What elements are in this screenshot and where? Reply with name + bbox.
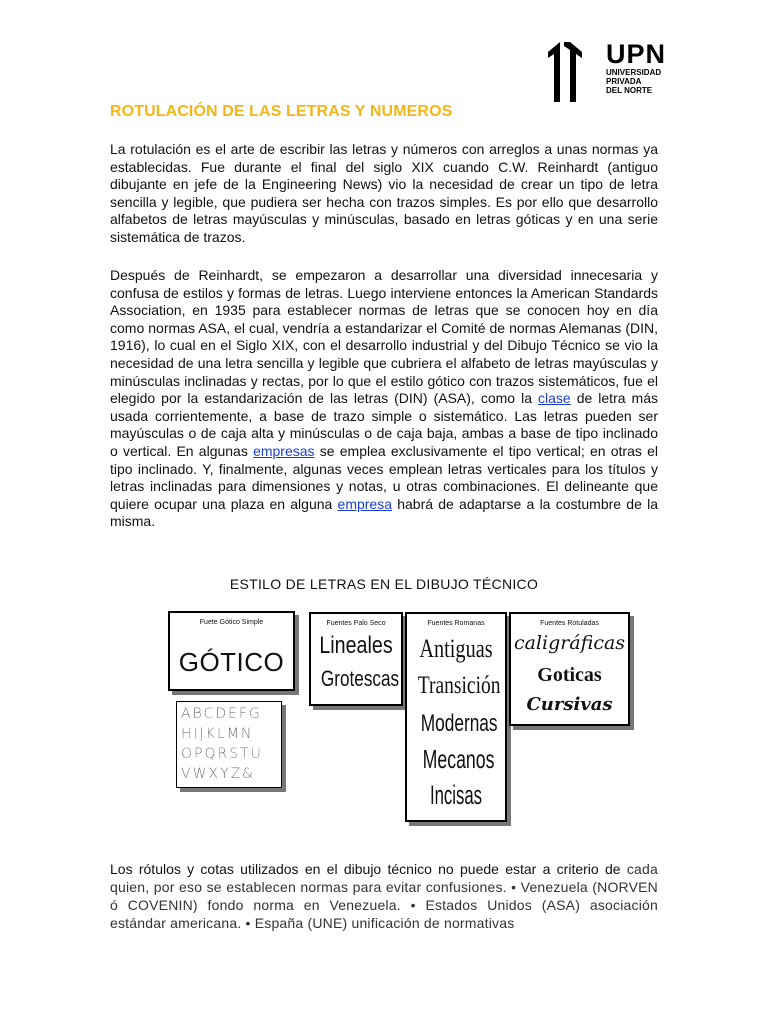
gothic-sample: GÓTICO xyxy=(178,647,285,677)
alphabet-row-1: ABCDEFG xyxy=(181,706,262,722)
paragraph-2 xyxy=(110,267,658,531)
paragraph-2-text-a: Después de Reinhardt, se empezaron a desarrollar una diversidad innecesaria y confusa de estilos y formas de letras. Luego interviene entonces la American Standards Association, en 1935 para establecer normas de letras que se conocen hoy en día como normas ASA, el cual, vendría a estandarizar el Comité de normas Alemanas (DIN, 1916), lo cual en el Siglo XIX, con el desarrollo industrial y del Dibujo Técnico se vio la necesidad de una letra sencilla y legible que cubriera el alfabeto de letras mayúsculas y minúsculas inclinadas y rectas, por lo que el estilo gótico con trazos sistemáticos, fue el elegido por la estandarización de las letras (DIN) (ASA), como la xyxy=(110,267,658,407)
paragraph-2-text-c: se emplea exclusivamente el tipo vertical; en otras el tipo inclinado. Y, finalmente, algunas veces emplean letras verticales para los títulos y letras inclinadas para dimensiones y notas, u otras combinaciones. El delineante que quiere ocupar una plaza en alguna xyxy=(110,442,658,512)
romanas-item-2: Transición xyxy=(417,672,501,699)
rotuladas-item-1: caligráficas xyxy=(513,632,626,654)
alphabet-row-3: OPQRSTU xyxy=(181,746,263,762)
palo-seco-item-1: Lineales xyxy=(319,632,393,659)
paragraph-2-text-d: habrá de adaptarse a la costumbre de la misma. xyxy=(110,495,658,530)
palo-seco-caption: Fuentes Palo Seco xyxy=(326,620,386,627)
romanas-item-5: Incisas xyxy=(429,780,483,810)
alphabet-row-2: HIJKLMN xyxy=(181,726,254,742)
link-empresas[interactable]: empresas xyxy=(253,442,315,459)
paragraph-3-text-a: Los rótulos y cotas utilizados en el dibujo técnico no puede estar a criterio de xyxy=(110,861,627,877)
romanas-caption: Fuentes Romanas xyxy=(427,620,485,627)
rotuladas-font-box xyxy=(509,612,630,726)
gothic-font-box xyxy=(168,611,295,691)
logo-line-2: PRIVADA xyxy=(606,77,642,86)
logo-line-1: UNIVERSIDAD xyxy=(606,68,662,77)
romanas-item-4: Mecanos xyxy=(422,744,495,774)
romanas-item-3: Modernas xyxy=(420,710,498,737)
romanas-item-1: Antiguas xyxy=(419,634,493,663)
paragraph-1: La rotulación es el arte de escribir las letras y números con arreglos a unas normas ya establecidas. Fue durante el final del siglo XIX cuando C.W. Reinhardt (antiguo dibujante en jefe de la Engineering News) vio la necesidad de crear un tipo de letra sencilla y legible, que pudiera ser hecha con trazos simples. Es por ello que desarrollo alfabetos de letras mayúsculas y minúsculas, basado en letras góticas y en una serie sistemática de trazos. xyxy=(110,141,658,245)
paragraph-3 xyxy=(110,860,658,932)
logo-brand: UPN xyxy=(606,39,667,69)
alphabet-row-4: VWXYZ& xyxy=(181,766,256,782)
palo-seco-font-box xyxy=(309,612,403,706)
link-empresa[interactable]: empresa xyxy=(337,495,392,512)
paragraph-3-text-b: cada quien, por eso se establecen normas para evitar confusiones. • Venezuela (NORVEN ó COVENIN) fondo norma en Venezuela. • Estados Unidos (ASA) asociación estándar americana. • España (UNE) unificación de normativas xyxy=(110,861,658,931)
figure-title: ESTILO DE LETRAS EN EL DIBUJO TÉCNICO xyxy=(229,576,539,592)
document-title: ROTULACIÓN DE LAS LETRAS Y NUMEROS xyxy=(110,103,453,120)
alphabet-box xyxy=(176,701,282,788)
rotuladas-item-2: Goticas xyxy=(537,664,602,686)
rotuladas-item-3: Cursivas xyxy=(526,694,613,715)
link-clase[interactable]: clase xyxy=(538,390,571,407)
palo-seco-item-2: Grotescas xyxy=(320,666,400,691)
gothic-caption: Fuete Gótico Simple xyxy=(199,619,264,626)
rotuladas-caption: Fuentes Rotuladas xyxy=(540,620,599,627)
paragraph-2-text-b: de letra más usada corrientemente, a base de trazo simple o sistemático. Las letras pueden ser mayúsculas o de caja alta y minúsculas o de caja baja, ambas a base de tipo inclinado o vertical. En algunas xyxy=(110,390,658,459)
upn-logo-text xyxy=(606,40,666,95)
romanas-font-box xyxy=(405,612,507,822)
logo-line-3: DEL NORTE xyxy=(606,86,653,95)
